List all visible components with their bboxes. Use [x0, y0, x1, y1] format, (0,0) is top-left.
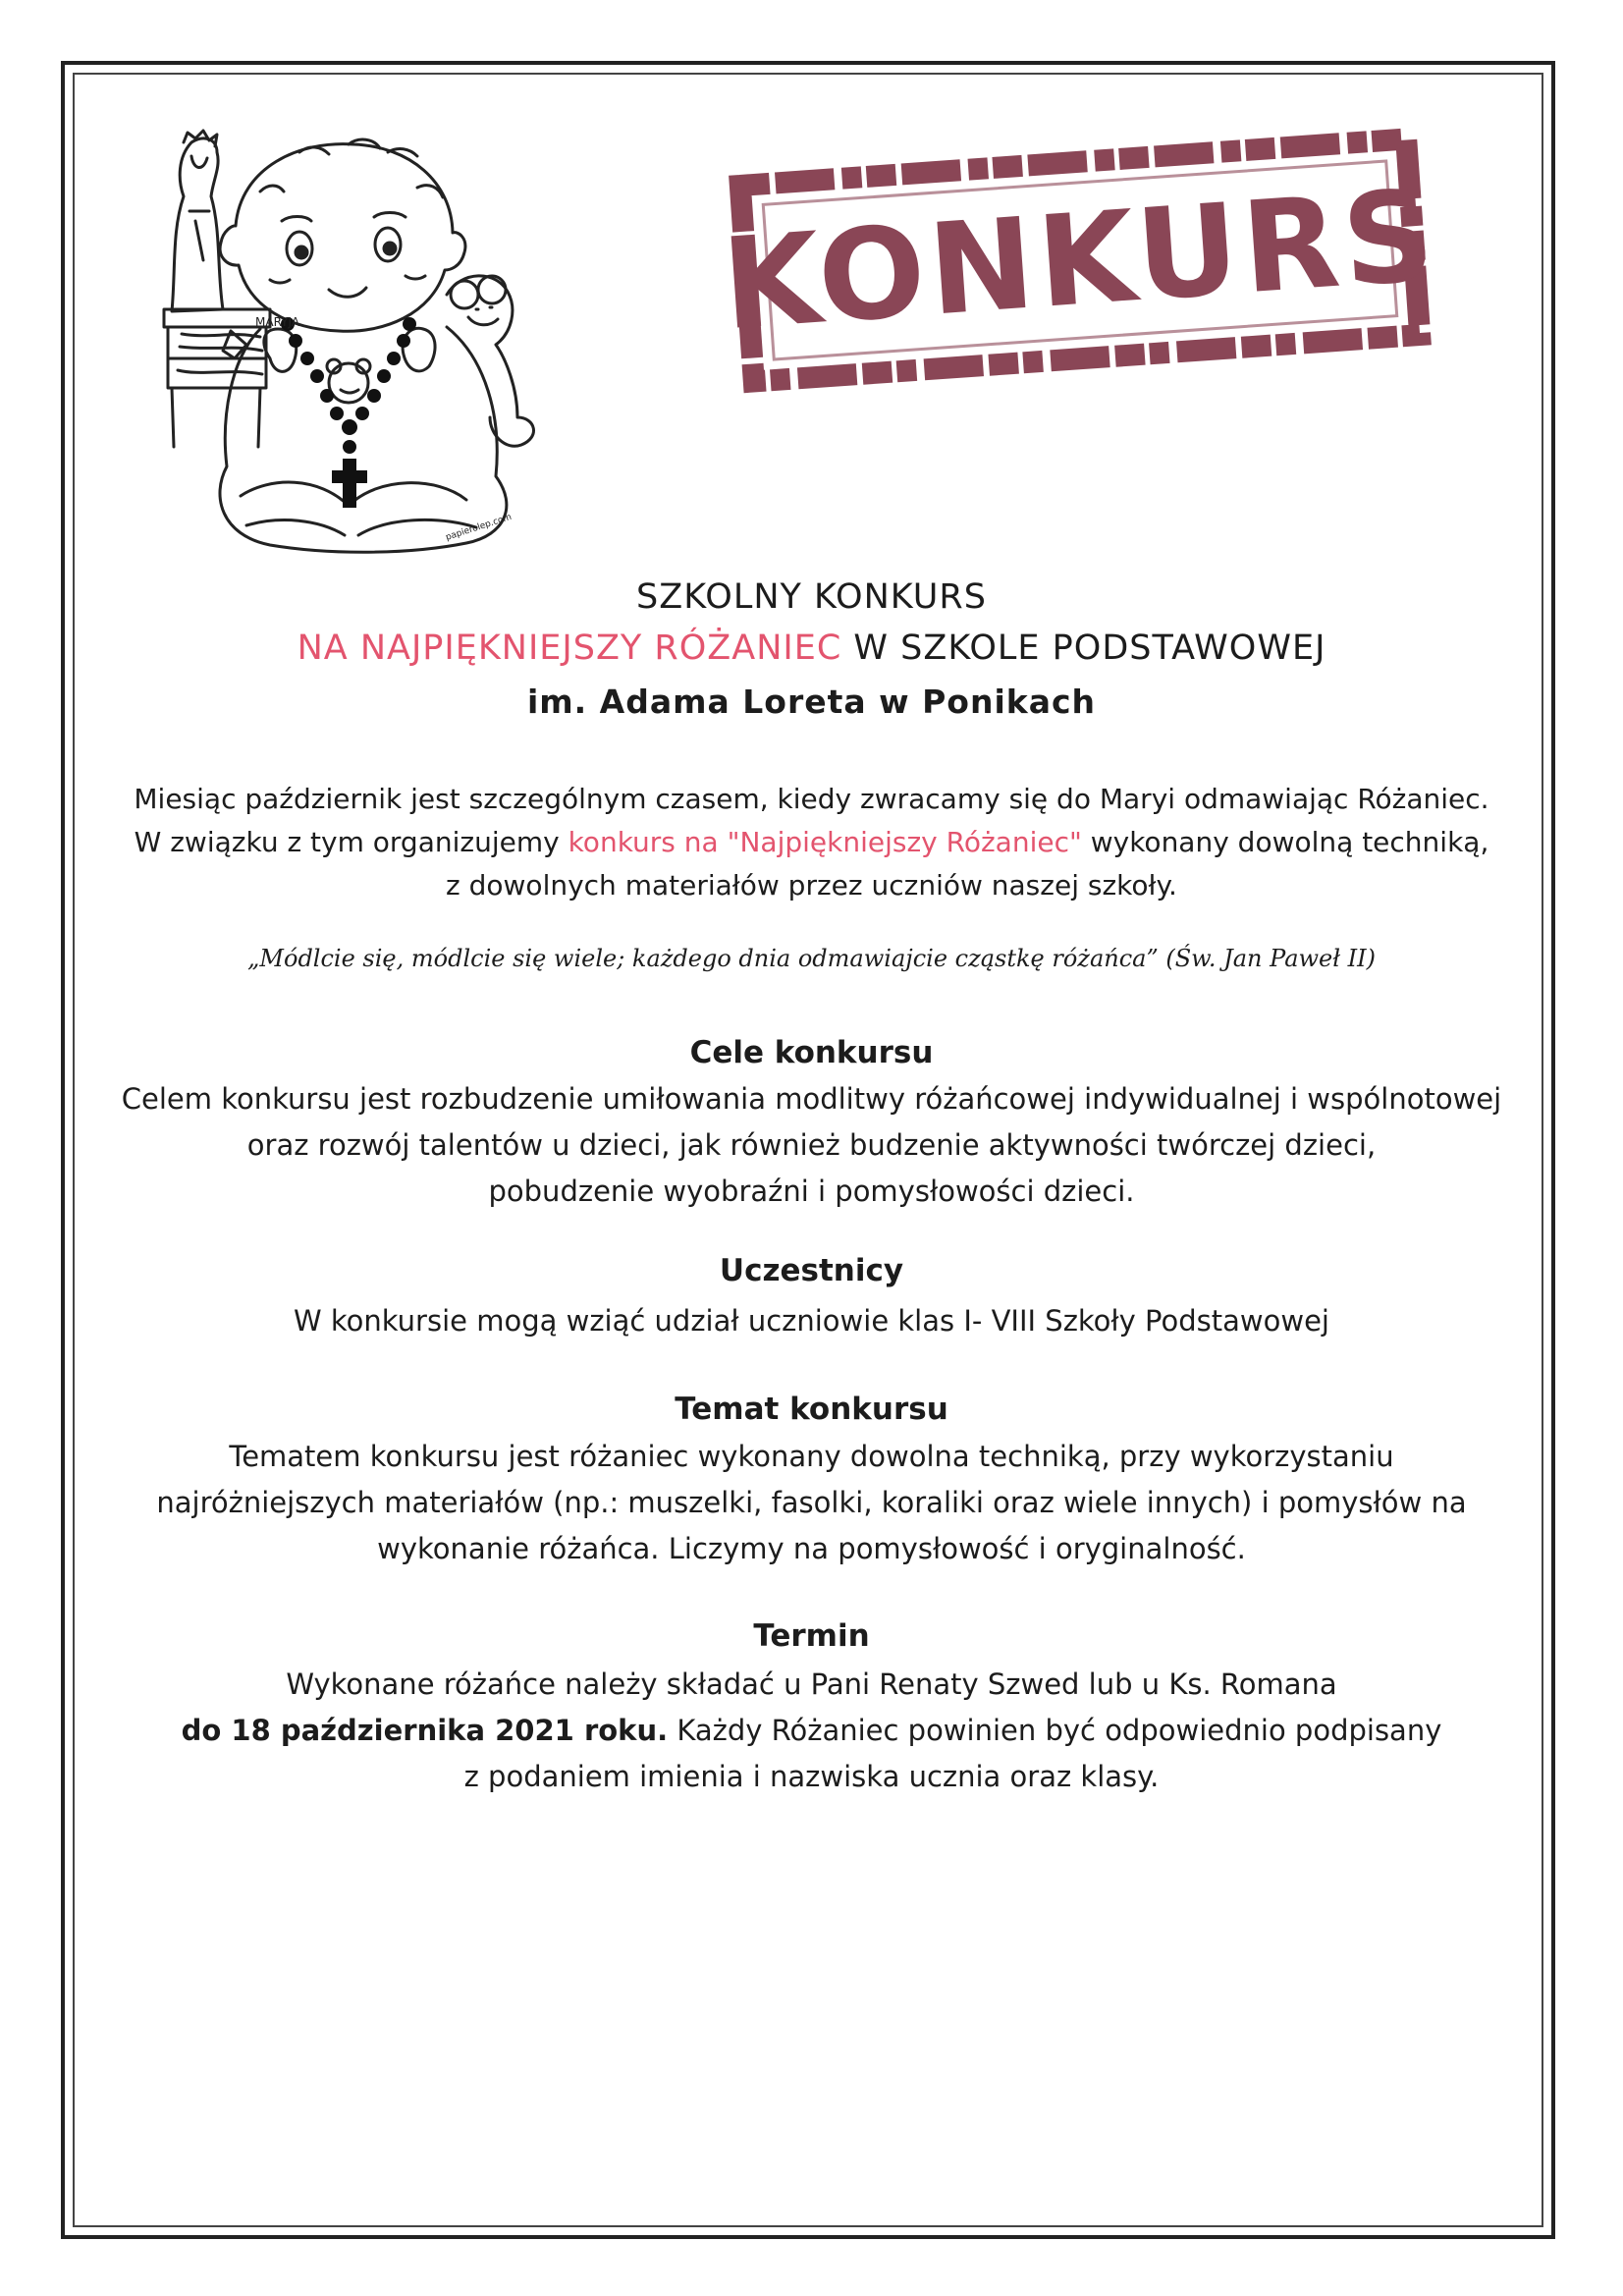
- termin-line-2: [98, 1708, 1525, 1754]
- intro-line-3: z dowolnych materiałów przez uczniów naszej szkoły.: [446, 869, 1177, 902]
- konkurs-stamp: [717, 108, 1443, 412]
- termin-line-2-rest: Każdy Różaniec powinien być odpowiednio podpisany: [668, 1714, 1442, 1747]
- baby-with-rosary-illustration: [152, 123, 584, 560]
- intro-line-2-a: W związku z tym organizujemy: [134, 826, 568, 858]
- section-title-temat: Temat konkursu: [675, 1392, 948, 1427]
- section-title-uczestnicy: Uczestnicy: [719, 1253, 904, 1288]
- stamp-text: KONKURS: [718, 162, 1442, 358]
- termin-line-1: Wykonane różańce należy składać u Pani Renaty Szwed lub u Ks. Romana: [286, 1667, 1337, 1701]
- illustration-signature: papierolep.com: [444, 512, 514, 543]
- quote: „Módlcie się, módlcie się wiele; każdego dnia odmawiajcie cząstkę różańca” (Św. Jan Paweł II): [246, 945, 1376, 972]
- intro-line-2-b: wykonany dowolną techniką,: [1081, 826, 1489, 858]
- maryja-label: MARYJA: [255, 315, 299, 329]
- section-title-cele: Cele konkursu: [689, 1035, 934, 1070]
- heading-line-1: SZKOLNY KONKURS: [636, 577, 987, 617]
- cele-line-1: Celem konkursu jest rozbudzenie umiłowania modlitwy różańcowej indywidualnej i wspólnotowej: [121, 1082, 1502, 1116]
- heading-line-2-rest: W SZKOLE PODSTAWOWEJ: [853, 629, 1326, 668]
- temat-line-1: Tematem konkursu jest różaniec wykonany dowolna techniką, przy wykorzystaniu: [229, 1440, 1394, 1473]
- section-title-termin: Termin: [753, 1618, 870, 1654]
- temat-line-2: najróżniejszych materiałów (np.: muszelki, fasolki, koraliki oraz wiele innych) i pomysłów na: [156, 1486, 1467, 1519]
- heading-line-3: im. Adama Loreta w Ponikach: [526, 683, 1097, 721]
- uczestnicy-line-1: W konkursie mogą wziąć udział uczniowie klas I- VIII Szkoły Podstawowej: [294, 1304, 1329, 1338]
- cele-line-2: oraz rozwój talentów u dzieci, jak również budzenie aktywności twórczej dzieci,: [246, 1128, 1377, 1162]
- heading-line-2: [98, 629, 1525, 668]
- intro-highlight: konkurs na "Najpiękniejszy Różaniec": [568, 826, 1082, 858]
- termin-deadline: do 18 października 2021 roku.: [181, 1714, 669, 1747]
- cele-line-3: pobudzenie wyobraźni i pomysłowości dzieci.: [488, 1175, 1135, 1208]
- intro-line-2: [98, 821, 1525, 864]
- termin-line-3: z podaniem imienia i nazwiska ucznia oraz klasy.: [463, 1760, 1160, 1793]
- temat-line-3: wykonanie różańca. Liczymy na pomysłowość i oryginalność.: [377, 1532, 1246, 1565]
- heading-highlight: NA NAJPIĘKNIEJSZY RÓŻANIEC: [297, 629, 842, 668]
- intro-line-1: Miesiąc październik jest szczególnym czasem, kiedy zwracamy się do Maryi odmawiając Różaniec.: [134, 783, 1489, 815]
